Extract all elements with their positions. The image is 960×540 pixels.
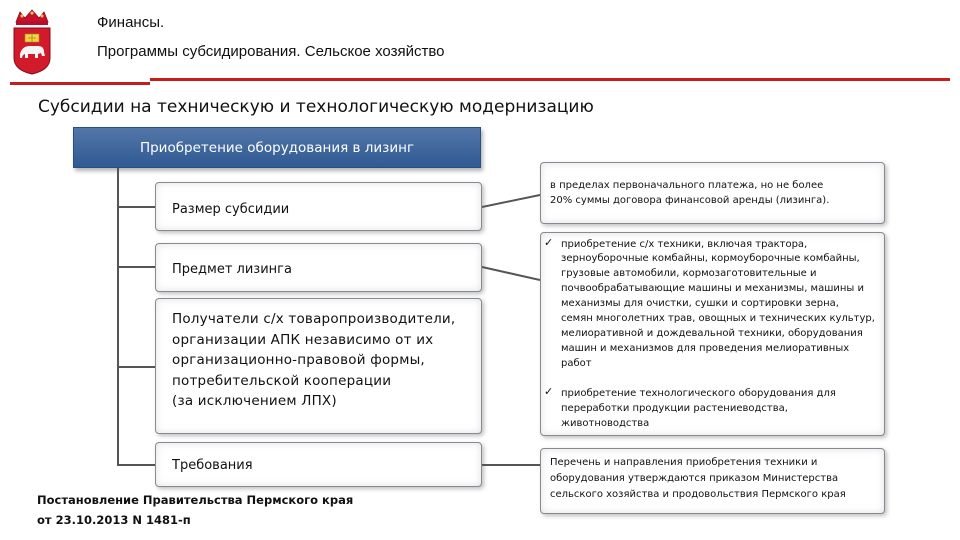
detail-line: приобретение технологического оборудования для	[561, 388, 836, 399]
detail-line: животноводства	[561, 418, 650, 429]
detail-line: машин и механизмов для проведения мелиоративных	[561, 343, 850, 354]
detail-line: зерноуборочные комбайны, кормоуборочные комбайны,	[561, 253, 860, 264]
decree-reference: Постановление Правительства Пермского края	[37, 493, 354, 507]
subsidy-size-label: Размер субсидии	[172, 202, 290, 217]
header-title: Финансы.	[97, 14, 165, 31]
requirements-box	[155, 442, 482, 487]
recipients-line: (за исключением ЛПХ)	[172, 393, 337, 409]
checkmark-icon: ✓	[544, 236, 554, 249]
tree-connector	[117, 266, 155, 268]
recipients-line: организации АПК независимо от их	[172, 331, 434, 348]
requirements-detail-box	[540, 448, 885, 514]
header-subtitle: Программы субсидирования. Сельское хозяйство	[97, 43, 445, 60]
requirements-label: Требования	[172, 458, 253, 473]
recipients-line: потребительской кооперации	[172, 372, 392, 389]
leasing-subject-detail-box	[540, 232, 885, 436]
detail-line: работ	[561, 358, 592, 369]
detail-line: Перечень и направления приобретения техники и	[550, 457, 818, 468]
detail-line: приобретение с/х техники, включая трактора,	[561, 239, 808, 250]
main-category-box: Приобретение оборудования в лизинг	[73, 127, 481, 168]
recipients-text	[172, 309, 455, 412]
detail-line: механизмы для очистки, сушки и сортировки зерна,	[561, 298, 839, 309]
decree-date: от 23.10.2013 N 1481-п	[37, 513, 191, 527]
link-connector	[482, 185, 540, 490]
checkmark-icon: ✓	[544, 385, 554, 398]
detail-line: в пределах первоначального платежа, но не более	[550, 180, 824, 191]
detail-line: сельского хозяйства и продовольствия Пермского края	[550, 489, 846, 500]
detail-line: грузовые автомобили, кормозаготовительные и	[561, 268, 817, 279]
tree-connector	[117, 464, 155, 466]
tree-connector	[117, 206, 155, 208]
coat-of-arms-icon	[10, 8, 54, 76]
detail-line: семян многолетних трав, овощных и технических культур,	[561, 313, 875, 324]
recipients-line: Получатели с/х товаропроизводители,	[172, 311, 456, 327]
tree-connector	[117, 366, 155, 368]
detail-line: мелиоративной и дождевальной техники, оборудования	[561, 328, 863, 339]
recipients-box	[155, 298, 482, 434]
subsidy-size-detail-box	[540, 162, 885, 224]
header-divider-right	[150, 78, 950, 81]
section-title: Субсидии на техническую и технологическую модернизацию	[38, 97, 594, 117]
detail-line: 20% суммы договора финансовой аренды (лизинга).	[550, 195, 830, 206]
detail-line: почвообрабатывающие машины и механизмы, машины и	[561, 283, 864, 294]
leasing-subject-label: Предмет лизинга	[172, 262, 292, 277]
tree-connector	[117, 168, 119, 465]
detail-line: переработки продукции растениеводства,	[561, 403, 788, 414]
subsidy-size-box	[155, 182, 482, 231]
recipients-line: организационно-правовой формы,	[172, 352, 425, 368]
detail-line: оборудования утверждаются приказом Министерства	[550, 473, 839, 484]
header-divider	[10, 82, 150, 85]
leasing-subject-box	[155, 243, 482, 292]
